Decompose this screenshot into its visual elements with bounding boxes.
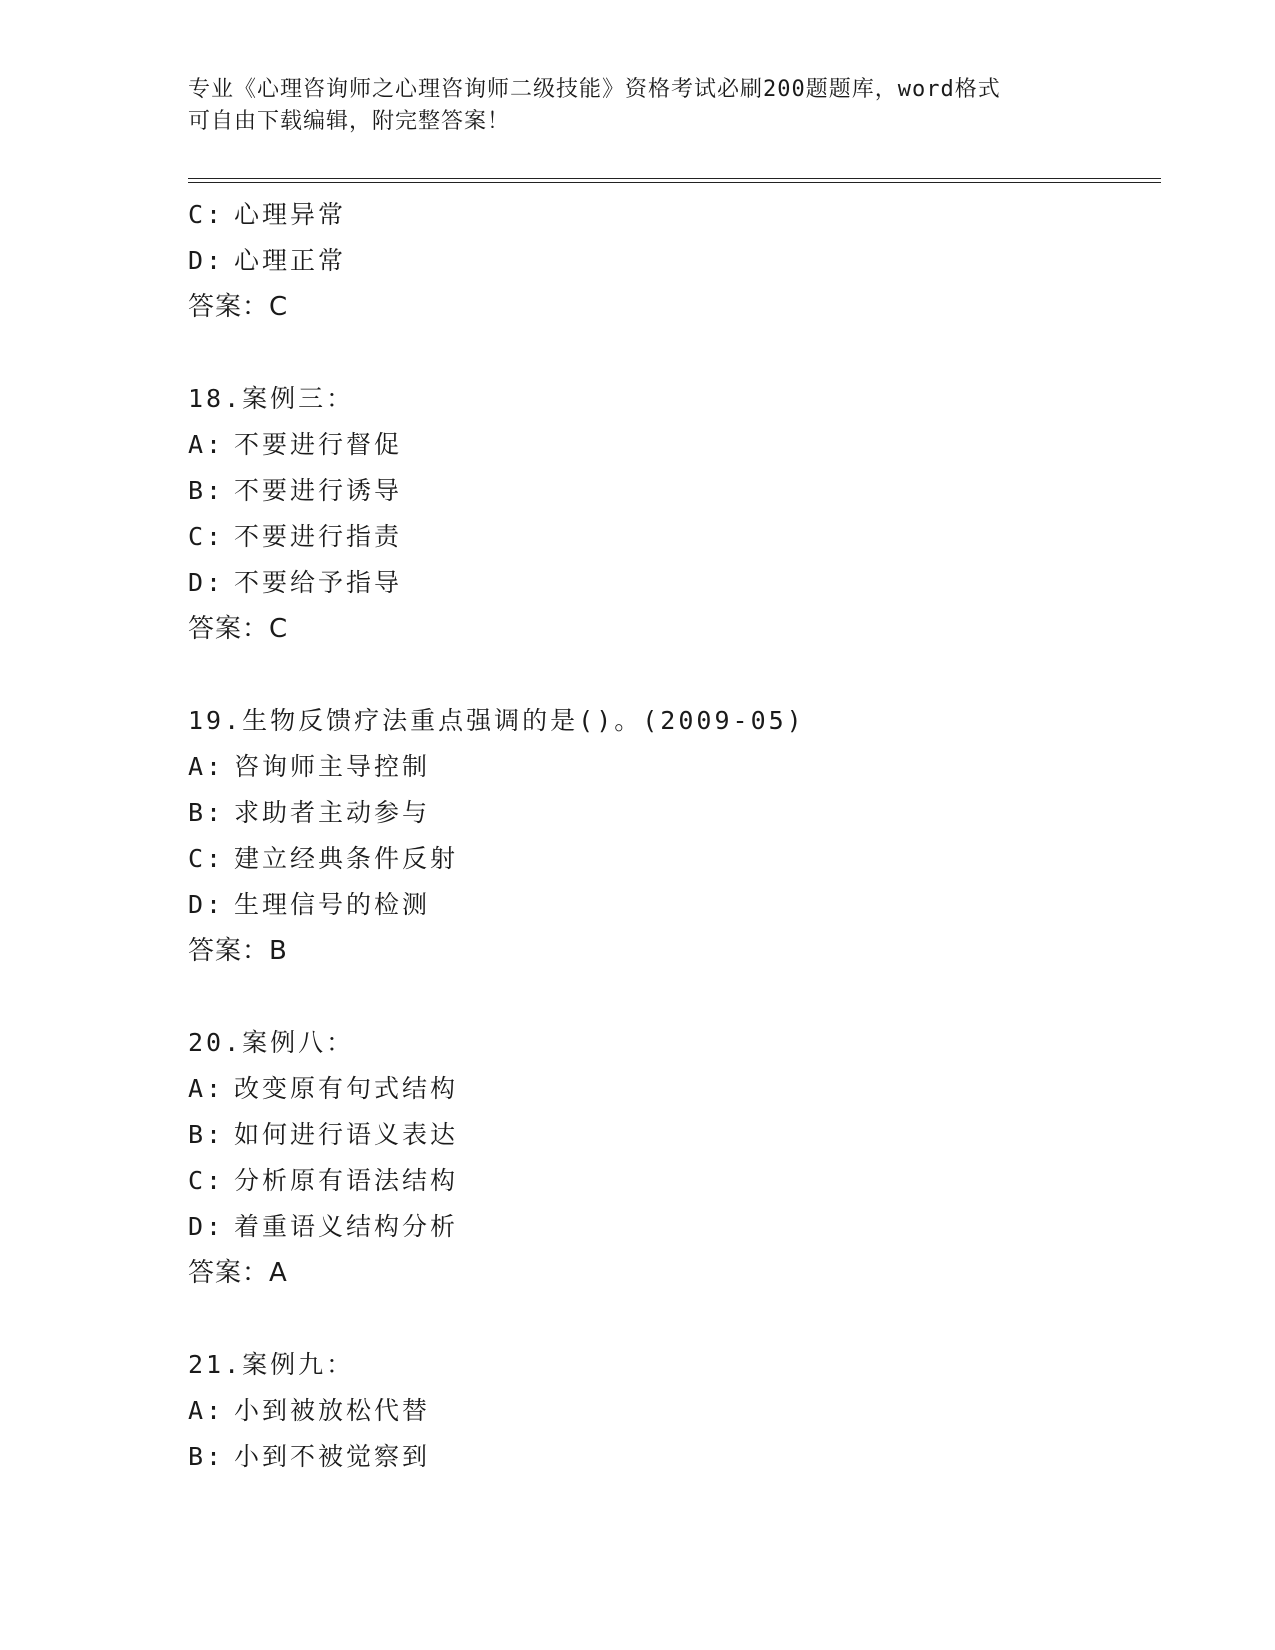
option-key: C: — [188, 522, 225, 551]
question-text: 18.案例三： — [188, 384, 355, 413]
option-text: 不要进行指责 — [234, 522, 403, 551]
question-text: 19.生物反馈疗法重点强调的是()。(2009-05) — [188, 706, 805, 735]
option-row — [188, 836, 1161, 882]
option-key: D: — [188, 568, 225, 597]
option-row — [188, 1434, 1161, 1480]
option-text: 心理正常 — [234, 246, 347, 275]
option-key: D: — [188, 1212, 225, 1241]
option-key: C: — [188, 844, 225, 873]
option-key: A: — [188, 430, 225, 459]
option-key: A: — [188, 1396, 225, 1425]
option-key: A: — [188, 1074, 225, 1103]
option-text: 如何进行语义表达 — [234, 1120, 459, 1149]
option-text: 不要进行诱导 — [234, 476, 403, 505]
option-text: 心理异常 — [234, 200, 347, 229]
option-text: 着重语义结构分析 — [234, 1212, 459, 1241]
option-text: 改变原有句式结构 — [234, 1074, 459, 1103]
option-key: B: — [188, 798, 225, 827]
option-text: 生理信号的检测 — [234, 890, 431, 919]
question-block — [188, 376, 1161, 698]
block-spacer — [188, 330, 1161, 376]
option-row — [188, 1388, 1161, 1434]
option-key: C: — [188, 200, 225, 229]
question-block — [188, 1020, 1161, 1342]
option-key: B: — [188, 476, 225, 505]
option-text: 咨询师主导控制 — [234, 752, 431, 781]
option-row — [188, 1112, 1161, 1158]
option-key: D: — [188, 246, 225, 275]
option-key: B: — [188, 1442, 225, 1471]
option-key: B: — [188, 1120, 225, 1149]
option-text: 建立经典条件反射 — [234, 844, 459, 873]
header-divider — [188, 178, 1161, 183]
option-row — [188, 1204, 1161, 1250]
option-text: 不要进行督促 — [234, 430, 403, 459]
option-row — [188, 744, 1161, 790]
option-text: 小到不被觉察到 — [234, 1442, 431, 1471]
header-line-2: 可自由下载编辑，附完整答案！ — [188, 109, 511, 134]
option-row — [188, 1158, 1161, 1204]
answer-line: 答案：A — [188, 1258, 288, 1288]
block-spacer — [188, 1296, 1161, 1342]
option-text: 不要给予指导 — [234, 568, 403, 597]
option-text: 求助者主动参与 — [234, 798, 431, 827]
question-text: 21.案例九： — [188, 1350, 355, 1379]
option-row — [188, 882, 1161, 928]
question-block — [188, 1342, 1161, 1480]
answer-line: 答案：C — [188, 614, 289, 644]
option-key: A: — [188, 752, 225, 781]
option-text: 小到被放松代替 — [234, 1396, 431, 1425]
question-block — [188, 698, 1161, 1020]
option-row — [188, 514, 1161, 560]
document-header — [188, 74, 1088, 138]
option-row — [188, 560, 1161, 606]
option-row — [188, 192, 1161, 238]
option-row — [188, 422, 1161, 468]
option-row — [188, 1066, 1161, 1112]
option-row — [188, 468, 1161, 514]
option-row — [188, 238, 1161, 284]
header-line-1: 专业《心理咨询师之心理咨询师二级技能》资格考试必刷200题题库，word格式 — [188, 77, 1001, 102]
option-key: C: — [188, 1166, 225, 1195]
answer-line: 答案：B — [188, 936, 288, 966]
block-spacer — [188, 974, 1161, 1020]
question-list — [188, 192, 1161, 1480]
question-text: 20.案例八： — [188, 1028, 355, 1057]
option-key: D: — [188, 890, 225, 919]
question-block — [188, 192, 1161, 376]
block-spacer — [188, 652, 1161, 698]
option-row — [188, 790, 1161, 836]
answer-line: 答案：C — [188, 292, 289, 322]
option-text: 分析原有语法结构 — [234, 1166, 459, 1195]
